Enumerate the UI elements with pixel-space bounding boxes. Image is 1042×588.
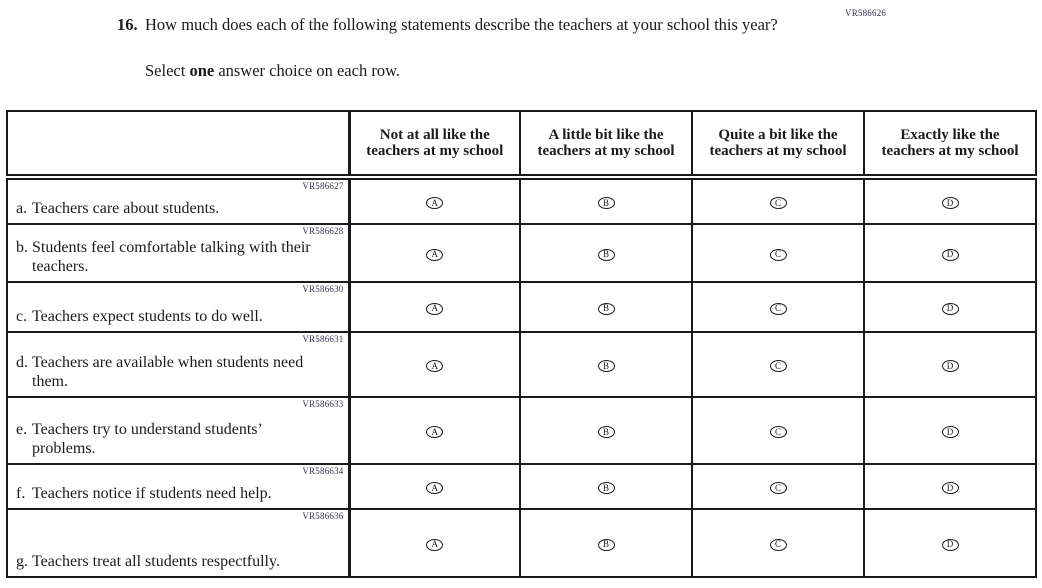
answer-bubble-g-B[interactable]: B — [598, 539, 615, 551]
answer-cell-e-D — [864, 397, 1036, 464]
answer-cell-d-C — [692, 332, 864, 397]
answer-cell-d-D — [864, 332, 1036, 397]
row-code: VR586631 — [302, 334, 344, 344]
statement-cell-b — [7, 224, 349, 282]
answer-grid-table — [6, 110, 1037, 578]
instruction-prefix: Select — [145, 61, 190, 80]
table-row-c — [7, 282, 1036, 332]
answer-bubble-b-C[interactable]: C — [770, 249, 787, 261]
answer-cell-g-D — [864, 509, 1036, 577]
answer-bubble-c-A[interactable]: A — [426, 303, 443, 315]
table-row-g — [7, 509, 1036, 577]
answer-cell-c-C — [692, 282, 864, 332]
row-letter: e. — [16, 421, 28, 438]
answer-bubble-e-B[interactable]: B — [598, 426, 615, 438]
form-code: VR586626 — [845, 8, 887, 18]
statement-text: Students feel comfortable talking with their teachers. — [32, 239, 311, 275]
answer-cell-a-C — [692, 177, 864, 224]
table-row-d — [7, 332, 1036, 397]
answer-cell-g-C — [692, 509, 864, 577]
answer-bubble-a-C[interactable]: C — [770, 197, 787, 209]
row-code: VR586633 — [302, 399, 344, 409]
column-header-not-at-all: Not at all like the teachers at my school — [349, 111, 520, 177]
statement-cell-c — [7, 282, 349, 332]
answer-bubble-d-D[interactable]: D — [942, 360, 959, 372]
table-row-f — [7, 464, 1036, 509]
answer-cell-b-D — [864, 224, 1036, 282]
answer-bubble-d-A[interactable]: A — [426, 360, 443, 372]
statement-text: Teachers try to understand students’ problems. — [32, 421, 262, 457]
statement-text: Teachers expect students to do well. — [32, 308, 263, 325]
table-row-b — [7, 224, 1036, 282]
answer-bubble-e-D[interactable]: D — [942, 426, 959, 438]
question-text: How much does each of the following statements describe the teachers at your school this year? — [145, 15, 778, 34]
answer-bubble-f-C[interactable]: C — [770, 482, 787, 494]
statement-text: Teachers notice if students need help. — [32, 485, 272, 502]
row-code: VR586630 — [302, 284, 344, 294]
answer-cell-g-B — [520, 509, 692, 577]
answer-cell-c-D — [864, 282, 1036, 332]
answer-cell-a-A — [349, 177, 520, 224]
row-letter: d. — [16, 354, 28, 371]
answer-bubble-a-D[interactable]: D — [942, 197, 959, 209]
answer-cell-d-A — [349, 332, 520, 397]
answer-bubble-b-A[interactable]: A — [426, 249, 443, 261]
header-stub-empty — [7, 111, 349, 177]
answer-cell-e-C — [692, 397, 864, 464]
row-code: VR586634 — [302, 466, 344, 476]
answer-cell-g-A — [349, 509, 520, 577]
answer-bubble-g-D[interactable]: D — [942, 539, 959, 551]
answer-bubble-f-B[interactable]: B — [598, 482, 615, 494]
table-row-e — [7, 397, 1036, 464]
row-code: VR586636 — [302, 511, 344, 521]
column-header-quite-a-bit: Quite a bit like the teachers at my school — [692, 111, 864, 177]
answer-cell-c-A — [349, 282, 520, 332]
answer-cell-b-A — [349, 224, 520, 282]
answer-bubble-c-D[interactable]: D — [942, 303, 959, 315]
answer-bubble-b-B[interactable]: B — [598, 249, 615, 261]
answer-bubble-g-A[interactable]: A — [426, 539, 443, 551]
header-row — [7, 111, 1036, 177]
row-letter: c. — [16, 308, 28, 325]
question-number: 16. — [117, 15, 138, 34]
answer-cell-f-D — [864, 464, 1036, 509]
answer-bubble-a-B[interactable]: B — [598, 197, 615, 209]
statement-cell-d — [7, 332, 349, 397]
answer-bubble-f-D[interactable]: D — [942, 482, 959, 494]
answer-cell-c-B — [520, 282, 692, 332]
statement-cell-g — [7, 509, 349, 577]
row-letter: g. — [16, 553, 28, 570]
answer-cell-a-B — [520, 177, 692, 224]
answer-bubble-c-C[interactable]: C — [770, 303, 787, 315]
answer-bubble-d-B[interactable]: B — [598, 360, 615, 372]
column-header-a-little-bit: A little bit like the teachers at my school — [520, 111, 692, 177]
answer-cell-d-B — [520, 332, 692, 397]
answer-cell-f-C — [692, 464, 864, 509]
column-header-exactly: Exactly like the teachers at my school — [864, 111, 1036, 177]
answer-cell-f-A — [349, 464, 520, 509]
answer-bubble-d-C[interactable]: C — [770, 360, 787, 372]
statement-text: Teachers treat all students respectfully. — [32, 553, 280, 570]
answer-bubble-g-C[interactable]: C — [770, 539, 787, 551]
statement-text: Teachers are available when students need them. — [32, 354, 304, 390]
row-code: VR586627 — [302, 181, 344, 191]
answer-cell-e-B — [520, 397, 692, 464]
statement-cell-a — [7, 177, 349, 224]
statement-cell-f — [7, 464, 349, 509]
answer-bubble-c-B[interactable]: B — [598, 303, 615, 315]
instruction-bold-word: one — [189, 61, 215, 80]
answer-bubble-a-A[interactable]: A — [426, 197, 443, 209]
row-letter: b. — [16, 239, 28, 256]
table-row-a — [7, 177, 1036, 224]
instruction-suffix: answer choice on each row. — [214, 61, 401, 80]
answer-cell-b-B — [520, 224, 692, 282]
row-letter: a. — [16, 200, 28, 217]
answer-cell-b-C — [692, 224, 864, 282]
statement-text: Teachers care about students. — [32, 200, 220, 217]
answer-bubble-f-A[interactable]: A — [426, 482, 443, 494]
row-code: VR586628 — [302, 226, 344, 236]
row-letter: f. — [16, 485, 26, 502]
statement-cell-e — [7, 397, 349, 464]
answer-cell-a-D — [864, 177, 1036, 224]
answer-cell-e-A — [349, 397, 520, 464]
answer-cell-f-B — [520, 464, 692, 509]
question-block — [117, 14, 817, 36]
instruction-text — [145, 61, 400, 81]
answer-bubble-e-C[interactable]: C — [770, 426, 787, 438]
answer-bubble-e-A[interactable]: A — [426, 426, 443, 438]
answer-bubble-b-D[interactable]: D — [942, 249, 959, 261]
